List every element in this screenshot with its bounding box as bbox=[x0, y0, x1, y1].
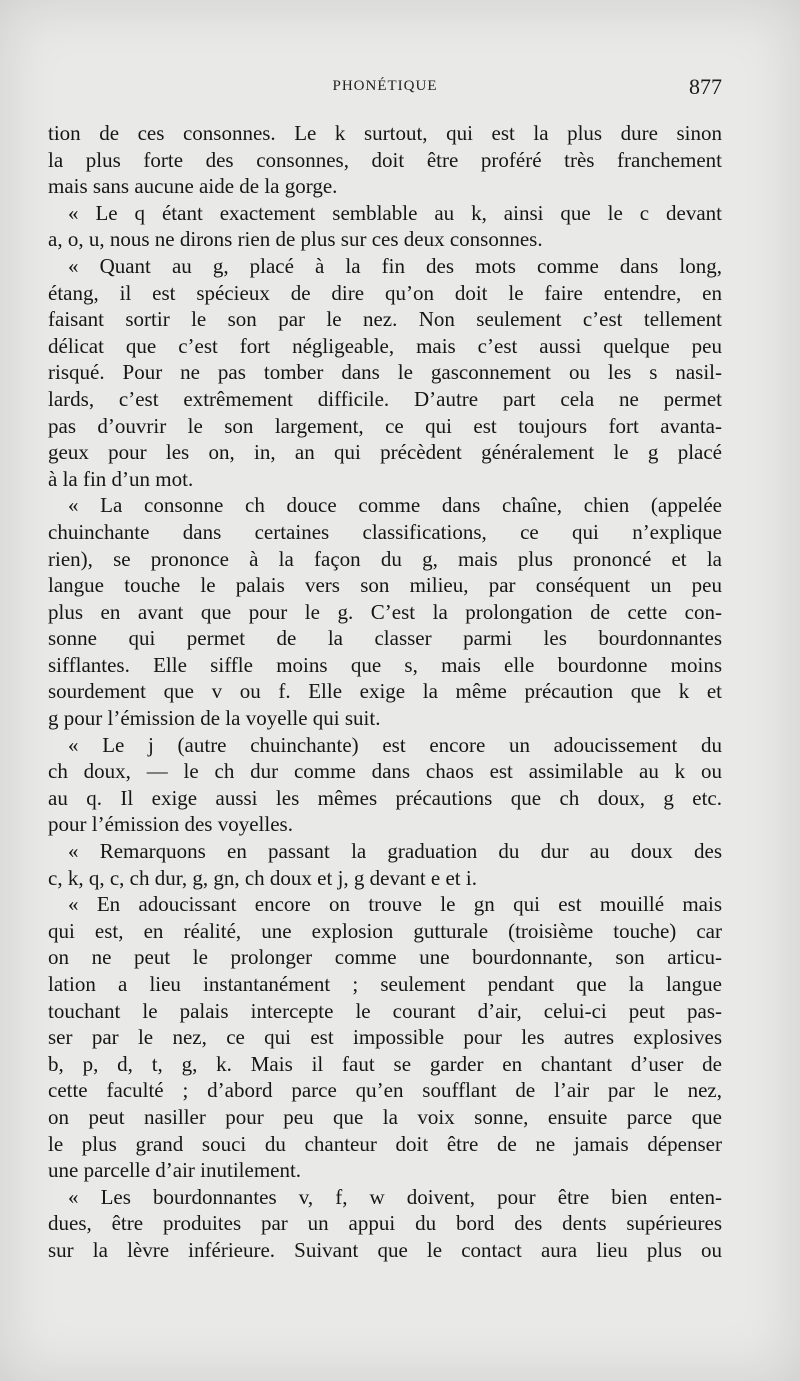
text-line: rien), se prononce à la façon du g, mais plus prononcé et la bbox=[48, 546, 722, 571]
text-line: plus en avant que pour le g. C’est la prolongation de cette con- bbox=[48, 599, 722, 624]
text-line: « Quant au g, placé à la fin des mots comme dans long, bbox=[68, 253, 722, 278]
text-line: ch doux, — le ch dur comme dans chaos est assimilable au k ou bbox=[48, 759, 722, 784]
text-line: cette faculté ; d’abord parce qu’en soufflant de l’air par le nez, bbox=[48, 1078, 722, 1103]
text-line: sourdement que v ou f. Elle exige la même précaution que k et bbox=[48, 679, 722, 704]
page-number: 877 bbox=[689, 74, 722, 99]
text-line: « Remarquons en passant la graduation du dur au doux des bbox=[68, 839, 722, 864]
text-line: une parcelle d’air inutilement. bbox=[48, 1158, 302, 1183]
text-line: on ne peut le prolonger comme une bourdonnante, son articu- bbox=[48, 945, 722, 970]
text-line: « Le q étant exactement semblable au k, ainsi que le c devant bbox=[68, 200, 722, 225]
text-line: geux pour les on, in, an qui précèdent généralement le g placé bbox=[48, 440, 722, 465]
text-line: sonne qui permet de la classer parmi les bourdonnantes bbox=[48, 626, 722, 651]
text-line: « La consonne ch douce comme dans chaîne, chien (appelée bbox=[68, 493, 722, 518]
text-line: « En adoucissant encore on trouve le gn qui est mouillé mais bbox=[68, 892, 722, 917]
text-line: chuinchante dans certaines classifications, ce qui n’explique bbox=[48, 519, 722, 544]
text-line: au q. Il exige aussi les mêmes précautions que ch doux, g etc. bbox=[48, 785, 722, 810]
text-line: ser par le nez, ce qui est impossible pour les autres explosives bbox=[48, 1025, 722, 1050]
text-line: le plus grand souci du chanteur doit être de ne jamais dépenser bbox=[48, 1131, 722, 1156]
text-line: on peut nasiller pour peu que la voix sonne, ensuite parce que bbox=[48, 1104, 722, 1129]
text-line: b, p, d, t, g, k. Mais il faut se garder en chantant d’user de bbox=[48, 1051, 722, 1076]
page-header bbox=[48, 74, 722, 104]
text-line: mais sans aucune aide de la gorge. bbox=[48, 174, 338, 199]
text-line: pas d’ouvrir le son largement, ce qui est toujours fort avanta- bbox=[48, 413, 722, 438]
text-line: dues, être produites par un appui du bord des dents supérieures bbox=[48, 1211, 722, 1236]
text-line: risqué. Pour ne pas tomber dans le gasconnement ou les s nasil- bbox=[48, 360, 722, 385]
text-line: lards, c’est extrêmement difficile. D’autre part cela ne permet bbox=[48, 386, 722, 411]
text-line: « Le j (autre chuinchante) est encore un adoucissement du bbox=[68, 732, 722, 757]
text-line: g pour l’émission de la voyelle qui suit. bbox=[48, 706, 381, 731]
text-line: langue touche le palais vers son milieu, par conséquent un peu bbox=[48, 573, 722, 598]
text-line: sur la lèvre inférieure. Suivant que le contact aura lieu plus ou bbox=[48, 1237, 722, 1262]
text-line: faisant sortir le son par le nez. Non seulement c’est tellement bbox=[48, 307, 722, 332]
text-line: sifflantes. Elle siffle moins que s, mais elle bourdonne moins bbox=[48, 652, 722, 677]
text-line: à la fin d’un mot. bbox=[48, 466, 194, 491]
body-text bbox=[48, 120, 722, 1264]
text-line: délicat que c’est fort négligeable, mais c’est aussi quelque peu bbox=[48, 333, 722, 358]
text-line: étang, il est spécieux de dire qu’on doit le faire entendre, en bbox=[48, 280, 722, 305]
text-line: tion de ces consonnes. Le k surtout, qui est la plus dure sinon bbox=[48, 121, 722, 145]
text-line: lation a lieu instantanément ; seulement pendant que la langue bbox=[48, 972, 722, 996]
text-line: touchant le palais intercepte le courant d’air, celui-ci peut pas- bbox=[48, 998, 722, 1023]
text-line: pour l’émission des voyelles. bbox=[48, 812, 293, 837]
running-head: PHONÉTIQUE bbox=[332, 78, 438, 94]
text-line: « Les bourdonnantes v, f, w doivent, pour être bien enten- bbox=[68, 1184, 722, 1209]
text-line: c, k, q, c, ch dur, g, gn, ch doux et j, g devant e et i. bbox=[48, 865, 477, 890]
text-line: la plus forte des consonnes, doit être proféré très franchement bbox=[48, 147, 722, 172]
text-line: a, o, u, nous ne dirons rien de plus sur ces deux consonnes. bbox=[48, 227, 543, 252]
text-line: qui est, en réalité, une explosion gutturale (troisième touche) car bbox=[48, 918, 722, 943]
